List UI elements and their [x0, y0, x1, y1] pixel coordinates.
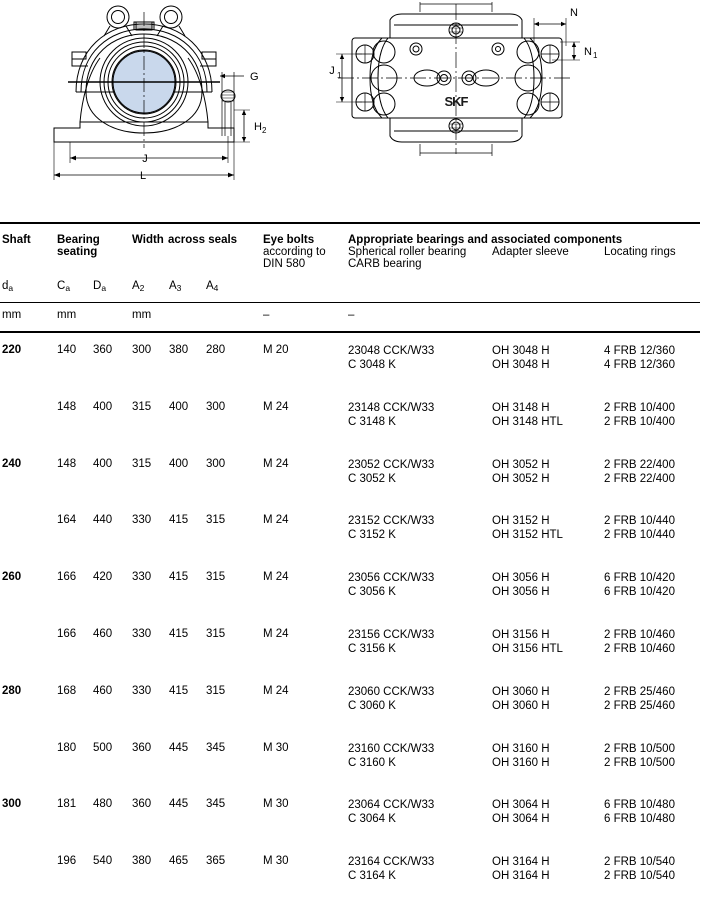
eye-bolt-left-inner	[112, 11, 125, 24]
bearing-line-2: C 3156 K	[348, 643, 396, 655]
cell-A4: 280	[206, 344, 226, 356]
locating-ring-line-1: 6 FRB 10/480	[604, 799, 675, 812]
cell-A2: 330	[132, 628, 152, 640]
dim-label-h2-sub: 2	[262, 126, 267, 135]
dim-label-n1: N	[584, 46, 592, 58]
cell-Da: 360	[93, 344, 113, 356]
j1-arrow-down	[340, 97, 344, 102]
bearing-line-2: C 3064 K	[348, 813, 396, 826]
cell-A4: 300	[206, 400, 226, 413]
g-arrow-head	[220, 74, 225, 78]
adapter-sleeve-line-1: OH 3056 H	[492, 572, 550, 585]
cell-Ca: 164	[57, 514, 77, 527]
cell-bearing	[348, 628, 434, 656]
cell-A4: 315	[206, 684, 226, 697]
technical-drawings	[0, 0, 708, 200]
cell-locating-ring	[604, 798, 675, 826]
table-rule-under-headers	[0, 302, 700, 303]
cell-Ca: 140	[57, 344, 77, 356]
dim-label-n1-sub: 1	[593, 51, 598, 60]
header-spherical-roller-bearing: Spherical roller bearing	[348, 246, 467, 258]
dim-label-j: J	[142, 153, 148, 165]
cell-bearing	[348, 401, 434, 429]
dim-label-n: N	[570, 7, 578, 19]
locating-ring-line-2: 4 FRB 12/360	[604, 359, 675, 371]
adapter-sleeve-line-2: OH 3056 H	[492, 586, 550, 599]
locating-ring-line-2: 2 FRB 25/460	[604, 699, 675, 712]
header-width: Width	[132, 234, 164, 246]
cell-A2: 360	[132, 798, 152, 811]
adapter-sleeve-line-2: OH 3064 H	[492, 813, 550, 826]
locating-ring-line-2: 2 FRB 10/440	[604, 529, 675, 542]
cell-shaft: 220	[2, 344, 22, 356]
cell-locating-ring	[604, 458, 675, 486]
cell-Ca: 148	[57, 400, 77, 413]
cell-adapter-sleeve	[492, 628, 563, 656]
cell-locating-ring	[604, 742, 675, 770]
h2-arrow-down	[242, 137, 246, 142]
cell-A3: 400	[169, 457, 189, 470]
header-locating-rings: Locating rings	[604, 246, 676, 258]
adapter-sleeve-line-1: OH 3160 H	[492, 742, 550, 755]
cell-A4: 315	[206, 514, 226, 527]
table-rule-under-units	[0, 331, 700, 333]
cell-bearing	[348, 571, 434, 599]
cell-Da: 420	[93, 571, 113, 584]
cell-Da: 480	[93, 798, 113, 811]
cell-bearing	[348, 514, 434, 542]
header-eye-bolts-according-to: according to	[263, 246, 326, 258]
symbol-da: $d_a$	[2, 280, 14, 293]
cell-locating-ring	[604, 685, 675, 713]
skf-brand-logo: SKF	[444, 94, 468, 109]
bearing-line-1: 23160 CCK/W33	[348, 742, 435, 755]
cell-A3: 400	[169, 400, 189, 413]
cell-bearing	[348, 344, 434, 372]
cell-A4: 345	[206, 798, 226, 811]
cell-eye_bolt: M 30	[263, 798, 289, 811]
adapter-sleeve-line-1: OH 3048 H	[492, 345, 550, 357]
cell-Ca: 166	[57, 628, 77, 640]
locating-ring-line-1: 6 FRB 10/420	[604, 572, 675, 585]
cell-A2: 330	[132, 571, 152, 584]
cell-adapter-sleeve	[492, 514, 563, 542]
bearing-line-1: 23148 CCK/W33	[348, 401, 435, 414]
n1-arrow-up	[572, 42, 576, 47]
header-bearing-seating-line1: Bearing	[57, 234, 100, 246]
cell-eye_bolt: M 24	[263, 628, 289, 640]
adapter-sleeve-line-1: OH 3148 H	[492, 401, 550, 414]
bearing-line-2: C 3056 K	[348, 586, 396, 599]
locating-ring-line-1: 2 FRB 10/500	[604, 742, 675, 755]
locating-ring-line-1: 2 FRB 10/540	[604, 856, 675, 869]
cell-Ca: 196	[57, 855, 77, 868]
eye-bolt-right-outer	[160, 6, 182, 28]
adapter-sleeve-line-1: OH 3152 H	[492, 515, 550, 528]
header-bearing-seating-line2: seating	[57, 246, 98, 258]
cell-Da: 400	[93, 400, 113, 413]
j-arrow-right	[222, 156, 228, 161]
locating-ring-line-2: 2 FRB 10/540	[604, 870, 675, 883]
cell-adapter-sleeve	[492, 798, 550, 826]
cell-Da: 440	[93, 514, 113, 527]
cell-shaft: 300	[2, 798, 22, 811]
cell-Da: 500	[93, 741, 113, 754]
table-rule-top	[0, 222, 700, 224]
locating-ring-line-2: 2 FRB 10/500	[604, 756, 675, 769]
j-arrow-left	[70, 156, 76, 161]
locating-ring-line-1: 2 FRB 25/460	[604, 685, 675, 698]
cell-A2: 360	[132, 741, 152, 754]
adapter-sleeve-line-1: OH 3052 H	[492, 458, 550, 471]
cell-A4: 345	[206, 741, 226, 754]
bearing-line-2: C 3152 K	[348, 529, 396, 542]
locating-ring-line-1: 2 FRB 10/460	[604, 629, 675, 641]
header-carb-bearing: CARB bearing	[348, 258, 422, 270]
locating-ring-line-2: 2 FRB 10/400	[604, 415, 675, 428]
eye-bolt-seat-left	[410, 43, 422, 55]
eye-bolt-right-inner	[165, 11, 178, 24]
bearing-line-2: C 3048 K	[348, 359, 396, 371]
header-eye-bolts: Eye bolts	[263, 234, 315, 246]
cell-adapter-sleeve	[492, 685, 550, 713]
locating-ring-line-1: 2 FRB 10/440	[604, 515, 675, 528]
unit-bearing-seating: mm	[57, 309, 77, 321]
adapter-sleeve-line-2: OH 3160 H	[492, 756, 550, 769]
adapter-sleeve-line-1: OH 3156 H	[492, 629, 550, 641]
symbol-da-bore: $D_a$	[93, 280, 107, 293]
header-eye-bolts-din: DIN 580	[263, 258, 306, 270]
symbol-a3: $A_3$	[169, 280, 182, 293]
bearing-line-2: C 3052 K	[348, 472, 396, 485]
unit-bearings: –	[348, 309, 355, 321]
cell-adapter-sleeve	[492, 742, 550, 770]
symbol-ca: $C_a$	[57, 280, 71, 293]
header-appropriate-bearings: Appropriate bearings and associated components	[348, 234, 623, 246]
unit-shaft: mm	[2, 309, 22, 321]
cell-Ca: 168	[57, 684, 77, 697]
adapter-sleeve-line-2: OH 3060 H	[492, 699, 550, 712]
cell-Da: 460	[93, 628, 113, 640]
cell-Ca: 148	[57, 457, 77, 470]
cell-Da: 540	[93, 855, 113, 868]
bearing-line-2: C 3148 K	[348, 415, 396, 428]
cell-shaft: 280	[2, 684, 22, 697]
cell-A3: 380	[169, 344, 189, 356]
cell-shaft: 240	[2, 457, 22, 470]
bearing-line-1: 23156 CCK/W33	[348, 629, 435, 641]
cell-eye_bolt: M 24	[263, 571, 289, 584]
cell-A3: 415	[169, 628, 189, 640]
bearing-line-1: 23052 CCK/W33	[348, 458, 435, 471]
locating-ring-line-2: 6 FRB 10/420	[604, 586, 675, 599]
bearing-line-1: 23048 CCK/W33	[348, 345, 435, 357]
n-arrow-left	[534, 22, 539, 26]
cell-eye_bolt: M 24	[263, 684, 289, 697]
j1-arrow-up	[340, 54, 344, 59]
cell-Ca: 166	[57, 571, 77, 584]
cell-bearing	[348, 798, 434, 826]
cell-A3: 445	[169, 798, 189, 811]
eye-bolt-seat-left-inner	[413, 46, 419, 52]
cell-locating-ring	[604, 855, 675, 883]
adapter-sleeve-line-2: OH 3148 HTL	[492, 415, 563, 428]
adapter-sleeve-line-1: OH 3060 H	[492, 685, 550, 698]
header-across-seals: across seals	[168, 234, 238, 246]
adapter-sleeve-line-2: OH 3152 HTL	[492, 529, 563, 542]
header-shaft: Shaft	[2, 234, 31, 246]
cell-eye_bolt: M 24	[263, 400, 289, 413]
bearing-line-1: 23060 CCK/W33	[348, 685, 435, 698]
eye-bolt-left-outer	[107, 6, 129, 28]
cell-Ca: 180	[57, 741, 77, 754]
dim-label-g: G	[250, 71, 259, 83]
cell-A2: 315	[132, 457, 152, 470]
dim-label-l: L	[139, 170, 147, 182]
bearing-line-2: C 3164 K	[348, 870, 396, 883]
cell-A2: 315	[132, 400, 152, 413]
locating-ring-line-2: 6 FRB 10/480	[604, 813, 675, 826]
cell-A4: 315	[206, 571, 226, 584]
n-arrow-right	[561, 22, 566, 26]
cell-adapter-sleeve	[492, 344, 550, 372]
unit-width: mm	[132, 309, 152, 321]
cell-eye_bolt: M 24	[263, 514, 289, 527]
cell-A2: 330	[132, 684, 152, 697]
cell-eye_bolt: M 20	[263, 344, 289, 356]
cell-A3: 415	[169, 514, 189, 527]
locating-ring-line-1: 2 FRB 10/400	[604, 401, 675, 414]
eye-bolt-seat-right	[492, 43, 504, 55]
bearing-line-2: C 3160 K	[348, 756, 396, 769]
cell-Da: 460	[93, 684, 113, 697]
cell-locating-ring	[604, 628, 675, 656]
j-extension-lines	[70, 136, 228, 163]
unit-eye-bolts: –	[263, 309, 270, 321]
locating-ring-line-1: 2 FRB 22/400	[604, 458, 675, 471]
cell-eye_bolt: M 30	[263, 741, 289, 754]
cell-bearing	[348, 855, 434, 883]
header-adapter-sleeve: Adapter sleeve	[492, 246, 569, 258]
l-arrow-right	[228, 173, 234, 178]
cell-locating-ring	[604, 571, 675, 599]
cell-A4: 315	[206, 628, 226, 640]
cell-A3: 415	[169, 684, 189, 697]
grease-fitting-stem	[225, 102, 231, 136]
cell-A3: 415	[169, 571, 189, 584]
dim-label-j1: J	[329, 65, 335, 77]
h2-arrow-up	[242, 110, 246, 115]
dim-label-j1-sub: 1	[337, 71, 342, 80]
cell-adapter-sleeve	[492, 458, 550, 486]
adapter-sleeve-line-1: OH 3064 H	[492, 799, 550, 812]
symbol-a4: $A_4$	[206, 280, 219, 293]
bearing-line-2: C 3060 K	[348, 699, 396, 712]
dim-label-h2: H	[254, 121, 262, 133]
cell-eye_bolt: M 30	[263, 855, 289, 868]
cell-bearing	[348, 458, 434, 486]
bearing-line-1: 23056 CCK/W33	[348, 572, 435, 585]
locating-ring-line-2: 2 FRB 10/460	[604, 643, 675, 655]
cell-A2: 330	[132, 514, 152, 527]
grease-fitting-thread	[222, 92, 234, 101]
cell-A2: 380	[132, 855, 152, 868]
bearing-line-1: 23164 CCK/W33	[348, 856, 435, 869]
cell-Ca: 181	[57, 798, 77, 811]
adapter-sleeve-line-2: OH 3156 HTL	[492, 643, 563, 655]
cell-locating-ring	[604, 514, 675, 542]
cell-A4: 300	[206, 457, 226, 470]
bearing-line-1: 23064 CCK/W33	[348, 799, 435, 812]
cell-Da: 400	[93, 457, 113, 470]
l-arrow-left	[54, 173, 60, 178]
adapter-sleeve-line-2: OH 3164 H	[492, 870, 550, 883]
cell-shaft: 260	[2, 571, 22, 584]
n1-arrow-down	[572, 55, 576, 60]
cell-eye_bolt: M 24	[263, 457, 289, 470]
eye-bolt-seat-right-inner	[496, 47, 501, 52]
cell-A3: 445	[169, 741, 189, 754]
cell-A3: 465	[169, 855, 189, 868]
cell-adapter-sleeve	[492, 571, 550, 599]
locating-ring-line-2: 2 FRB 22/400	[604, 472, 675, 485]
cell-A2: 300	[132, 344, 152, 356]
cell-locating-ring	[604, 344, 675, 372]
cell-locating-ring	[604, 401, 675, 429]
locating-ring-line-1: 4 FRB 12/360	[604, 345, 675, 357]
bearing-housing-front-view	[48, 0, 298, 185]
bearing-line-1: 23152 CCK/W33	[348, 515, 435, 528]
cell-adapter-sleeve	[492, 401, 563, 429]
adapter-sleeve-line-1: OH 3164 H	[492, 856, 550, 869]
cell-A4: 365	[206, 855, 226, 868]
bearing-housing-top-view	[322, 2, 622, 162]
adapter-sleeve-line-2: OH 3048 H	[492, 359, 550, 371]
symbol-a2: $A_2$	[132, 280, 145, 293]
adapter-sleeve-line-2: OH 3052 H	[492, 472, 550, 485]
cell-bearing	[348, 685, 434, 713]
cell-adapter-sleeve	[492, 855, 550, 883]
cell-bearing	[348, 742, 434, 770]
